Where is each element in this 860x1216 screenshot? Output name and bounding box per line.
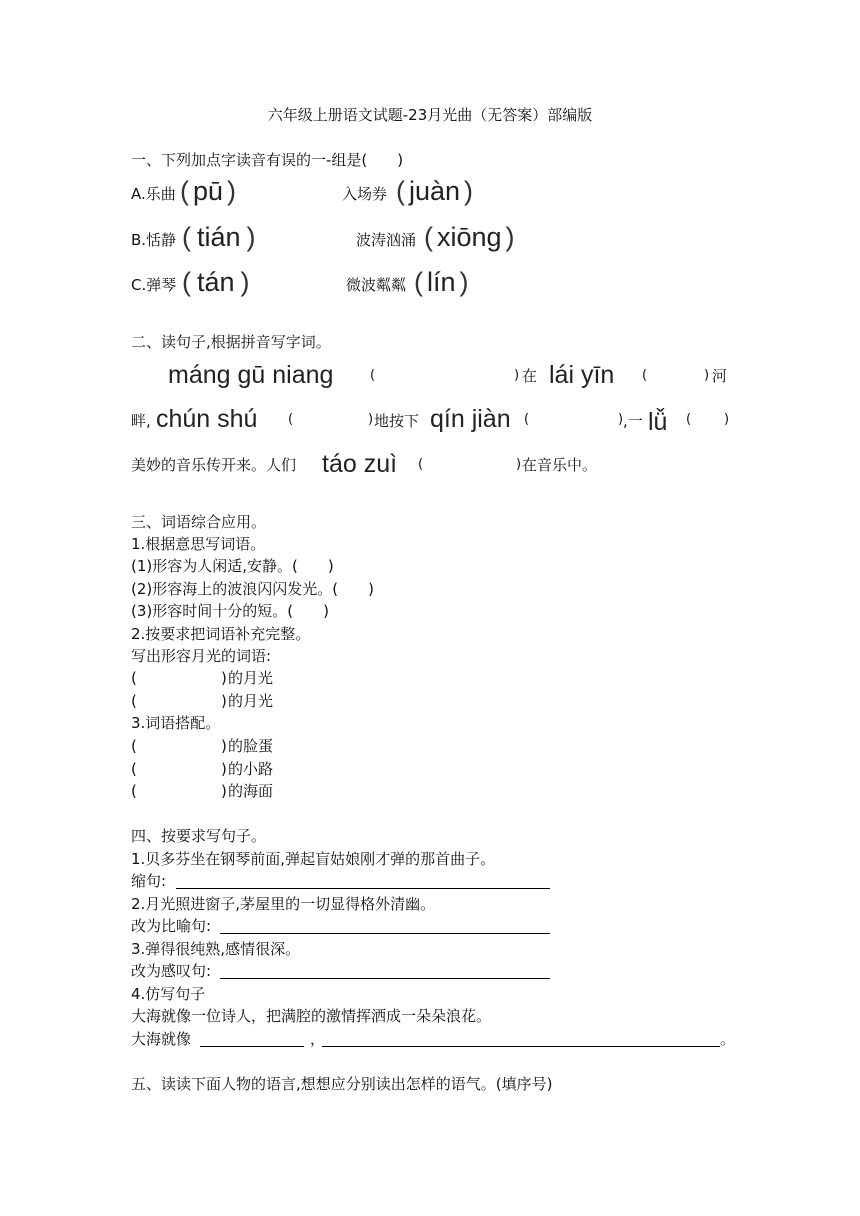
s3-q3c-close: ) xyxy=(221,782,227,800)
text-he: 河 xyxy=(712,367,728,385)
s3-q3b: 的小路 xyxy=(228,760,274,778)
option-c-pinyin: tán xyxy=(197,267,235,297)
pinyin-chun-shu: chún shú xyxy=(156,405,258,433)
s3-q3a-close: ) xyxy=(221,737,227,755)
option-c2-label: 微波粼粼 xyxy=(346,276,407,294)
blank-4-close: ) xyxy=(618,412,624,427)
s3-q3: 3.词语搭配。 xyxy=(131,714,221,732)
s4-q2: 2.月光照进窗子,茅屋里的一切显得格外清幽。 xyxy=(131,895,436,913)
pinyin-mang-gu-niang: máng gū niang xyxy=(168,361,334,389)
s4-q4-blank-1[interactable] xyxy=(200,1046,304,1047)
text-tail-1: 美妙的音乐传开来。人们 xyxy=(131,456,297,474)
s3-q2b: 的月光 xyxy=(228,692,274,710)
option-a2-label: 入场券 xyxy=(342,185,388,203)
s3-q3b-open: ( xyxy=(131,760,137,778)
text-zai: 在 xyxy=(522,367,538,385)
blank-1-close: ) xyxy=(514,368,520,383)
s3-q2a: 的月光 xyxy=(228,669,274,687)
s4-q2-answer-line[interactable] xyxy=(220,933,550,934)
section-2-heading: 二、读句子,根据拼音写字词。 xyxy=(131,333,331,351)
option-a2-pinyin: juàn xyxy=(409,176,461,206)
pinyin-qin-jian: qín jiàn xyxy=(430,405,511,433)
s3-q3c: 的海面 xyxy=(228,782,274,800)
blank-2-close: ) xyxy=(704,368,710,383)
s4-q4-blank-2[interactable] xyxy=(322,1046,720,1047)
s3-q2a-open: ( xyxy=(131,669,137,687)
s4-q4-period: 。 xyxy=(720,1030,736,1048)
s4-q4-example: 大海就像一位诗人，把满腔的激情挥洒成一朵朵浪花。 xyxy=(131,1007,492,1025)
s4-q4-comma: ， xyxy=(310,1030,326,1048)
s3-q1b: (2)形容海上的波浪闪闪发光。( ) xyxy=(131,580,374,598)
s3-q3a: 的脸蛋 xyxy=(228,737,274,755)
option-c2-pinyin: lín xyxy=(427,267,456,297)
option-a2-pinyin-box: ( juàn ) xyxy=(396,176,474,206)
blank-6-close: ) xyxy=(516,457,522,472)
s4-q2-ask: 改为比喻句: xyxy=(131,917,212,935)
s3-q2b-close: ) xyxy=(221,692,227,710)
s4-q1-answer-line[interactable] xyxy=(176,888,550,889)
s3-q2b-open: ( xyxy=(131,692,137,710)
s3-q2a-close: ) xyxy=(221,669,227,687)
s3-q2-sub: 写出形容月光的词语: xyxy=(131,647,272,665)
text-pan: 畔, xyxy=(131,412,151,430)
page-title: 六年级上册语文试题-23月光曲（无答案）部编版 xyxy=(267,106,593,124)
s4-q3: 3.弹得很纯熟,感情很深。 xyxy=(131,940,301,958)
section-4-heading: 四、按要求写句子。 xyxy=(131,827,267,845)
option-b2-pinyin-box: ( xiōng ) xyxy=(424,222,515,252)
pinyin-lv: lǚ xyxy=(648,408,668,436)
option-c-label: C.弹琴 xyxy=(131,276,177,294)
section-5-heading: 五、读读下面人物的语言,想想应分别读出怎样的语气。(填序号) xyxy=(131,1075,553,1093)
s4-q3-answer-line[interactable] xyxy=(220,978,550,979)
pinyin-tao-zui: táo zuì xyxy=(322,450,398,478)
s4-q4-ask: 大海就像 xyxy=(131,1030,192,1048)
text-dian: 地按下 xyxy=(374,412,420,430)
section-3-heading: 三、词语综合应用。 xyxy=(131,513,267,531)
blank-3-open: ( xyxy=(288,412,294,427)
s4-q4: 4.仿写句子 xyxy=(131,985,206,1003)
text-yi: ,一 xyxy=(623,412,643,430)
section-1-heading: 一、下列加点字读音有误的一-组是( ) xyxy=(131,151,404,169)
s3-q3c-open: ( xyxy=(131,782,137,800)
option-a-pinyin-box: ( pū ) xyxy=(180,176,237,206)
blank-4-open: ( xyxy=(524,412,530,427)
option-c-pinyin-box: ( tán ) xyxy=(182,267,250,297)
option-b-pinyin: tián xyxy=(197,222,241,252)
blank-5-open: ( xyxy=(686,412,692,427)
blank-1-open: ( xyxy=(370,368,376,383)
s3-q1c: (3)形容时间十分的短。( ) xyxy=(131,602,329,620)
pinyin-lai-yin: lái yīn xyxy=(549,361,615,389)
s3-q3a-open: ( xyxy=(131,737,137,755)
s3-q2: 2.按要求把词语补充完整。 xyxy=(131,625,311,643)
s3-q1a: (1)形容为人闲适,安静。( ) xyxy=(131,557,334,575)
option-a-label: A.乐曲 xyxy=(131,185,176,203)
option-b-label: B.恬静 xyxy=(131,231,177,249)
option-b2-pinyin: xiōng xyxy=(437,222,502,252)
option-b2-label: 波涛汹涌 xyxy=(356,231,417,249)
option-b-pinyin-box: ( tián ) xyxy=(182,222,256,252)
option-c2-pinyin-box: ( lín ) xyxy=(414,267,469,297)
blank-2-open: ( xyxy=(642,368,648,383)
s4-q1: 1.贝多芬坐在钢琴前面,弹起盲姑娘刚才弹的那首曲子。 xyxy=(131,850,496,868)
text-tail-2: 在音乐中。 xyxy=(522,456,598,474)
s3-q1: 1.根据意思写词语。 xyxy=(131,535,266,553)
blank-5-close: ) xyxy=(724,412,730,427)
blank-3-close: ) xyxy=(368,412,374,427)
option-a-pinyin: pū xyxy=(193,176,224,206)
s4-q3-ask: 改为感叹句: xyxy=(131,962,212,980)
s3-q3b-close: ) xyxy=(221,760,227,778)
s4-q1-ask: 缩句: xyxy=(131,872,167,890)
blank-6-open: ( xyxy=(418,457,424,472)
